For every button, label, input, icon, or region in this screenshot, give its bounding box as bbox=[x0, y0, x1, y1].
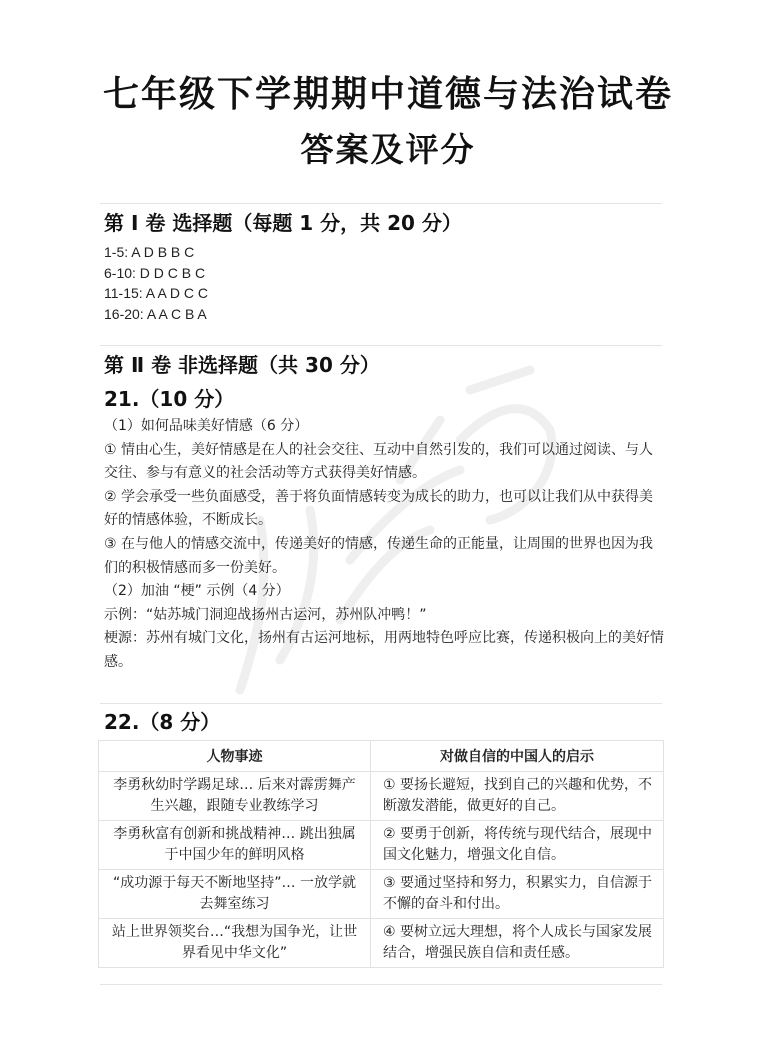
insight-text: 要树立远大理想，将个人成长与国家发展结合，增强民族自信和责任感。 bbox=[383, 923, 653, 961]
answer-line: 11-15: A A D C C bbox=[104, 285, 209, 301]
item-number: ③ bbox=[383, 874, 396, 891]
item-number: ② bbox=[383, 825, 396, 842]
item-number: ④ bbox=[383, 923, 396, 940]
table-row bbox=[99, 919, 664, 968]
insight-text: 要通过坚持和努力，积累实力，自信源于不懈的奋斗和付出。 bbox=[383, 874, 653, 912]
q21-heading: 21.（10 分） bbox=[104, 387, 235, 411]
section2-heading: 第 Ⅱ 卷 非选择题（共 30 分） bbox=[104, 353, 380, 377]
table-header-cell: 对做自信的中国人的启示 bbox=[371, 741, 664, 772]
section1-heading: 第 Ⅰ 卷 选择题（每题 1 分，共 20 分） bbox=[104, 211, 462, 235]
answer-line: 1-5: A D B B C bbox=[104, 244, 195, 260]
divider bbox=[100, 203, 662, 204]
table-cell-insight bbox=[371, 919, 664, 968]
table-cell-deed: “成功源于每天不断地坚持”… 一放学就去舞室练习 bbox=[99, 870, 371, 919]
table-cell-deed: 站上世界领奖台…“我想为国争光，让世界看见中华文化” bbox=[99, 919, 371, 968]
choice-answers bbox=[104, 242, 208, 324]
table-cell-deed: 李勇秋幼时学踢足球… 后来对霹雳舞产生兴趣，跟随专业教练学习 bbox=[99, 772, 371, 821]
table-header-cell: 人物事迹 bbox=[99, 741, 371, 772]
q21-example: 示例：“姑苏城门洞迎战扬州古运河，苏州队冲鸭！” bbox=[104, 606, 427, 623]
insight-text: 要勇于创新，将传统与现代结合，展现中国文化魅力，增强文化自信。 bbox=[383, 825, 653, 863]
page-subtitle: 答案及评分 bbox=[300, 130, 476, 169]
answer-line: 16-20: A A C B A bbox=[104, 305, 207, 322]
item-number: ① bbox=[383, 776, 396, 793]
divider bbox=[100, 703, 662, 704]
table-cell-insight bbox=[371, 772, 664, 821]
insight-text: 要扬长避短，找到自己的兴趣和优势，不断激发潜能，做更好的自己。 bbox=[383, 776, 653, 814]
divider bbox=[100, 984, 662, 985]
q21-origin: 梗源：苏州有城门文化，扬州有古运河地标，用两地特色呼应比赛，传递积极向上的美好情感。 bbox=[104, 630, 664, 670]
q21-part2-title: （2）加油 “梗” 示例（4 分） bbox=[104, 583, 290, 600]
table-row bbox=[99, 870, 664, 919]
table-cell-insight bbox=[371, 870, 664, 919]
q22-heading: 22.（8 分） bbox=[104, 710, 221, 734]
divider bbox=[100, 345, 662, 346]
answer-line: 6-10: D D C B C bbox=[104, 264, 206, 281]
table-cell-insight bbox=[371, 821, 664, 870]
table-row bbox=[99, 821, 664, 870]
table-row bbox=[99, 772, 664, 821]
q21-point: ② 学会承受一些负面感受，善于将负面情感转变为成长的助力，也可以让我们从中获得美好的情感体验，不断成长。 bbox=[104, 488, 653, 529]
table-header-row bbox=[99, 741, 664, 772]
page-title: 七年级下学期期中道德与法治试卷 bbox=[102, 74, 673, 115]
q21-point: ① 情由心生，美好情感是在人的社会交往、互动中自然引发的，我们可以通过阅读、与人交往、参与有意义的社会活动等方式获得美好情感。 bbox=[104, 441, 653, 482]
q22-table bbox=[98, 740, 664, 968]
table-cell-deed: 李勇秋富有创新和挑战精神… 跳出独属于中国少年的鲜明风格 bbox=[99, 821, 371, 870]
q21-part1-title: （1）如何品味美好情感（6 分） bbox=[104, 418, 309, 434]
q21-point: ③ 在与他人的情感交流中，传递美好的情感，传递生命的正能量，让周围的世界也因为我们的积极情感而多一份美好。 bbox=[104, 535, 653, 576]
q21-content bbox=[104, 415, 664, 675]
